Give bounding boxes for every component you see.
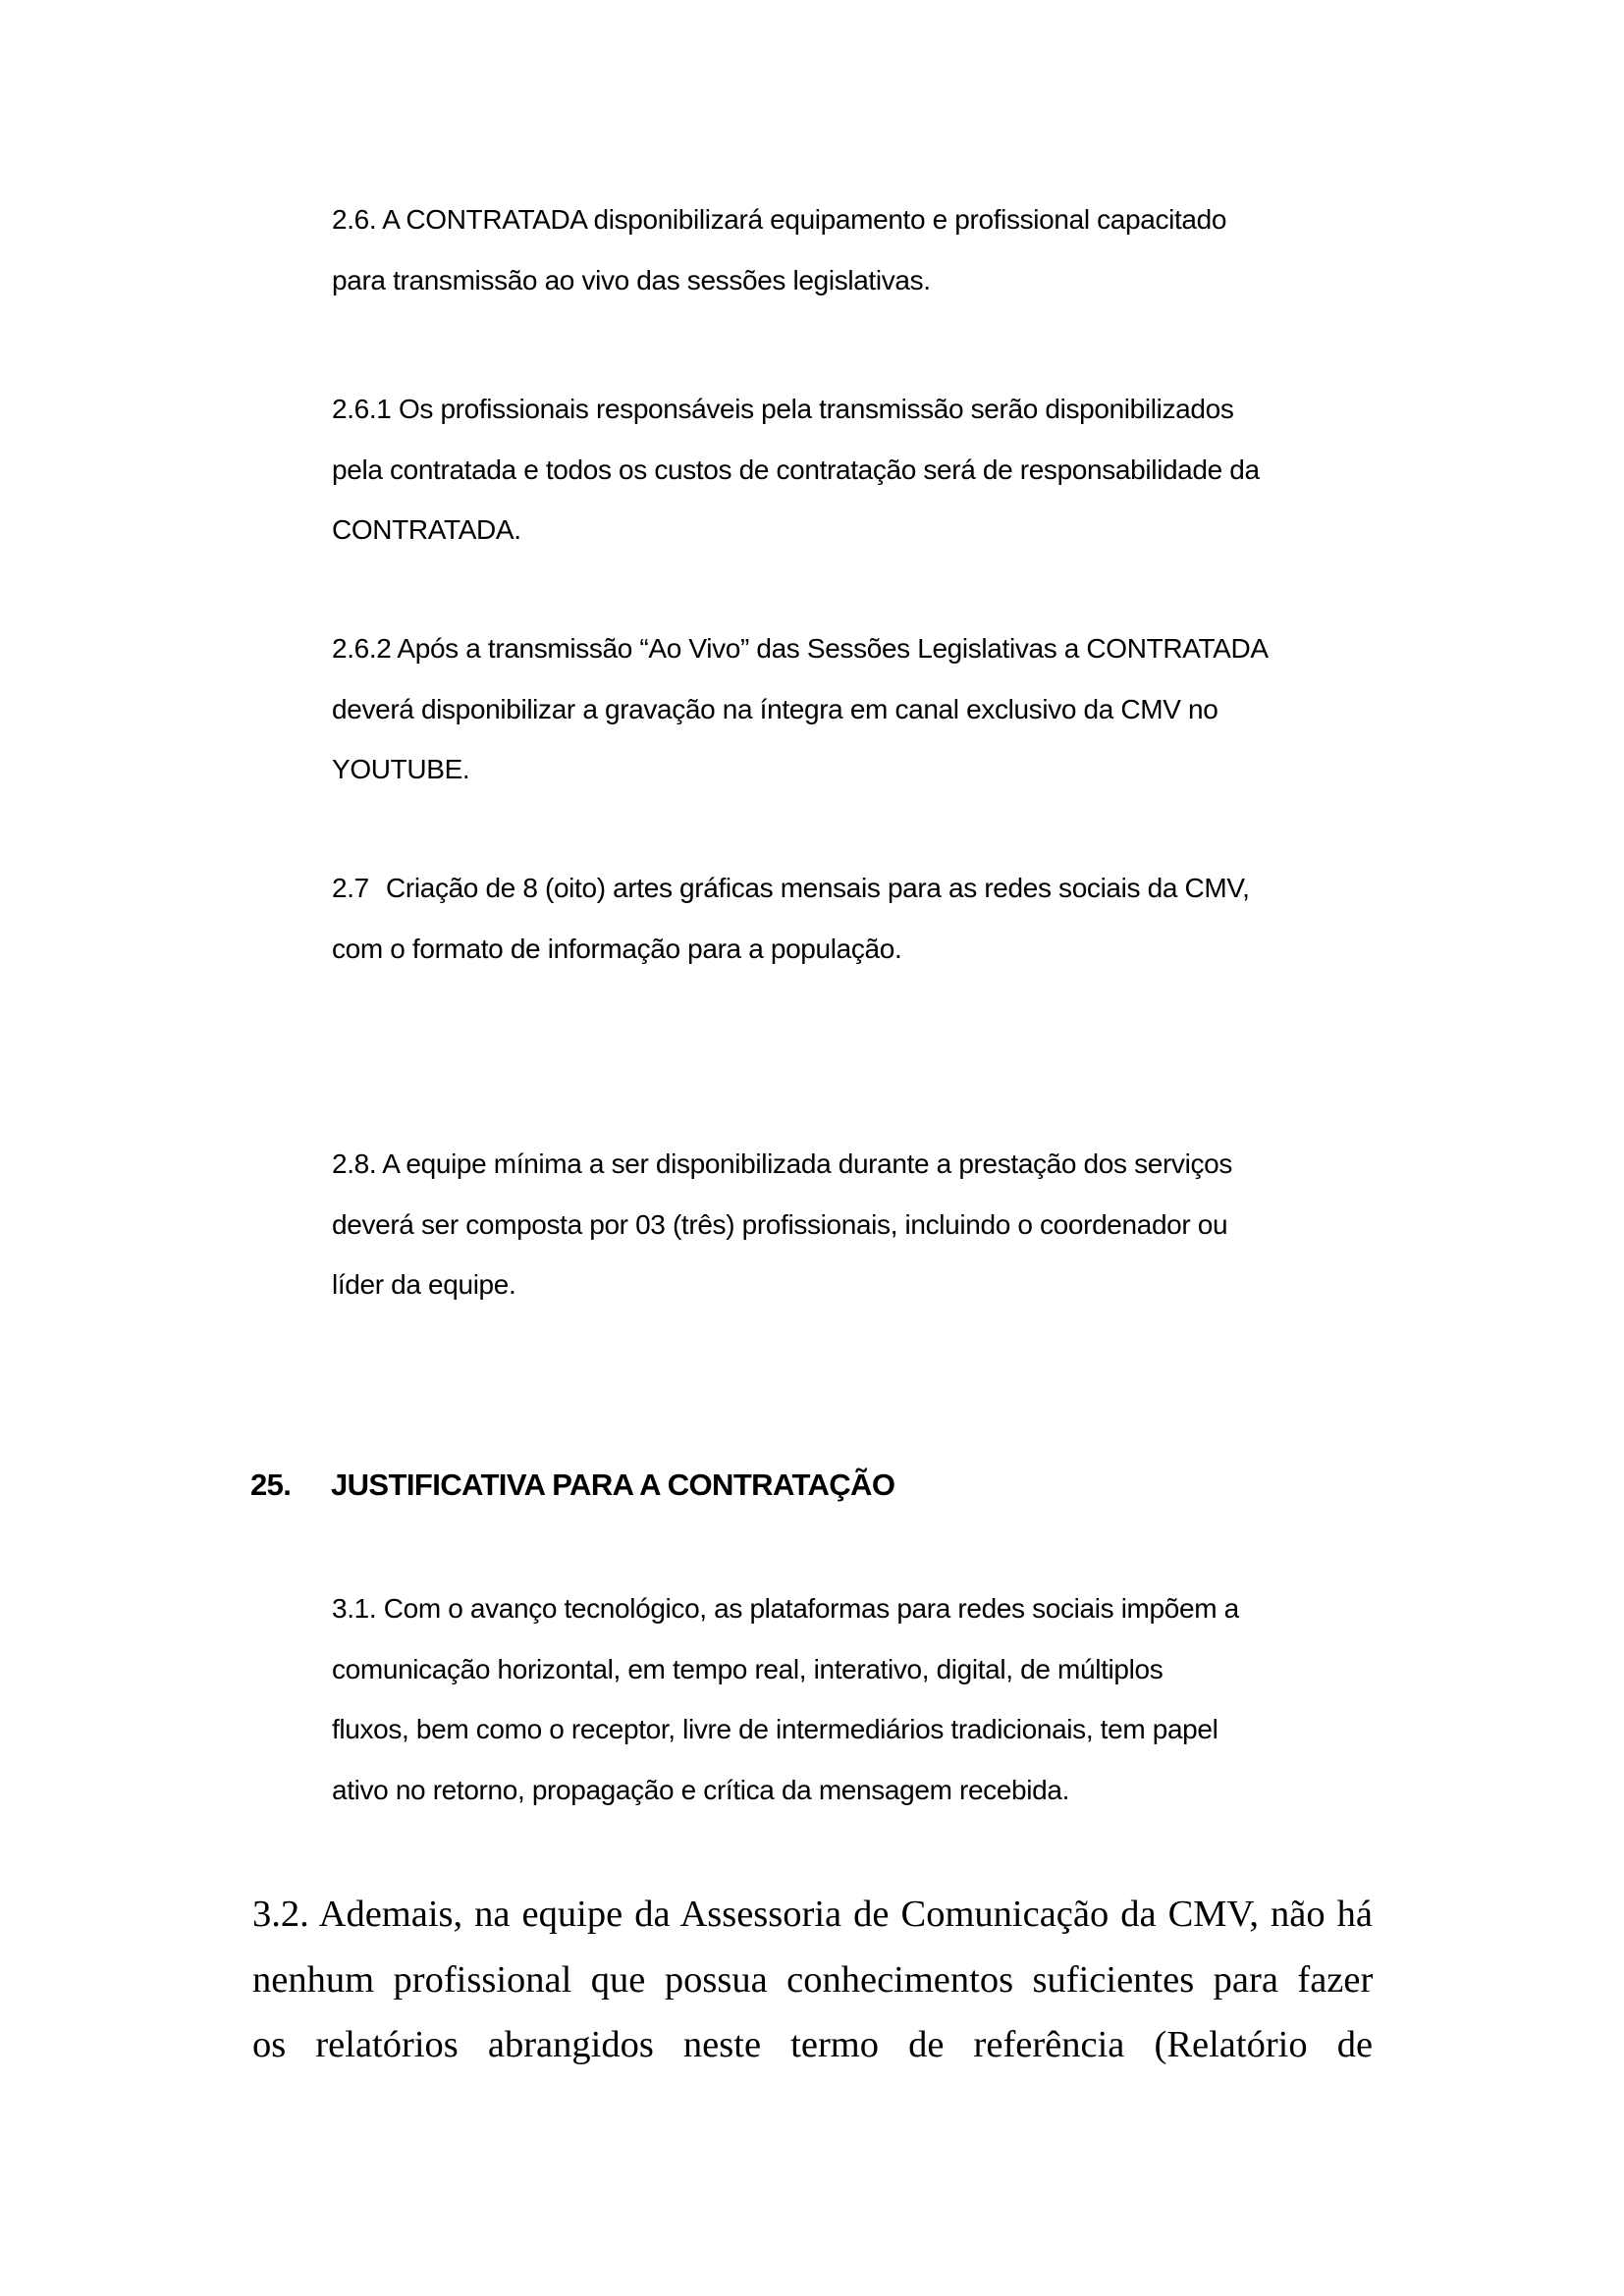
clause-line: fluxos, bem como o receptor, livre de intermediários tradicionais, tem papel xyxy=(332,1714,1218,1745)
clause-2-6-2 xyxy=(332,618,1392,800)
clause-line: nenhum profissional que possua conhecimentos suficientes para fazer xyxy=(252,1958,1374,2001)
clause-line: com o formato de informação para a população. xyxy=(332,933,902,964)
clause-2-8 xyxy=(332,1134,1392,1315)
clause-line: CONTRATADA. xyxy=(332,514,521,546)
clause-line: deverá ser composta por 03 (três) profissionais, incluindo o coordenador ou xyxy=(332,1208,1228,1240)
clause-line: 3.1. Com o avanço tecnológico, as plataformas para redes sociais impõem a xyxy=(332,1593,1239,1624)
clause-line: líder da equipe. xyxy=(332,1269,516,1301)
clause-line: deverá disponibilizar a gravação na íntegra em canal exclusivo da CMV no xyxy=(332,693,1218,724)
clause-line: comunicação horizontal, em tempo real, interativo, digital, de múltiplos xyxy=(332,1653,1164,1684)
section-number: 25. xyxy=(250,1468,292,1502)
clause-line xyxy=(332,858,1392,919)
clause-line: YOUTUBE. xyxy=(332,754,470,785)
clause-3-1 xyxy=(332,1578,1392,1821)
clause-line: 3.2. Ademais, na equipe da Assessoria de Comunicação da CMV, não há xyxy=(252,1894,1373,1935)
clause-line: 2.6.2 Após a transmissão “Ao Vivo” das Sessões Legislativas a CONTRATADA xyxy=(332,633,1269,664)
clause-line: 2.8. A equipe mínima a ser disponibilizada durante a prestação dos serviços xyxy=(332,1148,1232,1179)
clause-2-6 xyxy=(332,189,1392,310)
clause-3-2 xyxy=(252,1882,1373,2078)
clause-line: 2.6.1 Os profissionais responsáveis pela transmissão serão disponibilizados xyxy=(332,394,1234,424)
clause-number: 2.7 xyxy=(332,873,369,903)
clause-text: Criação de 8 (oito) artes gráficas mensais para as redes sociais da CMV, xyxy=(386,873,1250,903)
clause-2-7 xyxy=(332,858,1392,979)
section-heading xyxy=(250,1460,894,1511)
clause-line: para transmissão ao vivo das sessões legislativas. xyxy=(332,264,931,295)
clause-line: 2.6. A CONTRATADA disponibilizará equipamento e profissional capacitado xyxy=(332,204,1227,235)
clause-line: ativo no retorno, propagação e crítica da mensagem recebida. xyxy=(332,1775,1070,1806)
clause-line: os relatórios abrangidos neste termo de referência (Relatório de xyxy=(252,2024,1374,2065)
section-title: JUSTIFICATIVA PARA A CONTRATAÇÃO xyxy=(331,1468,895,1502)
clause-2-6-1 xyxy=(332,379,1392,561)
clause-line: pela contratada e todos os custos de contratação será de responsabilidade da xyxy=(332,454,1260,485)
